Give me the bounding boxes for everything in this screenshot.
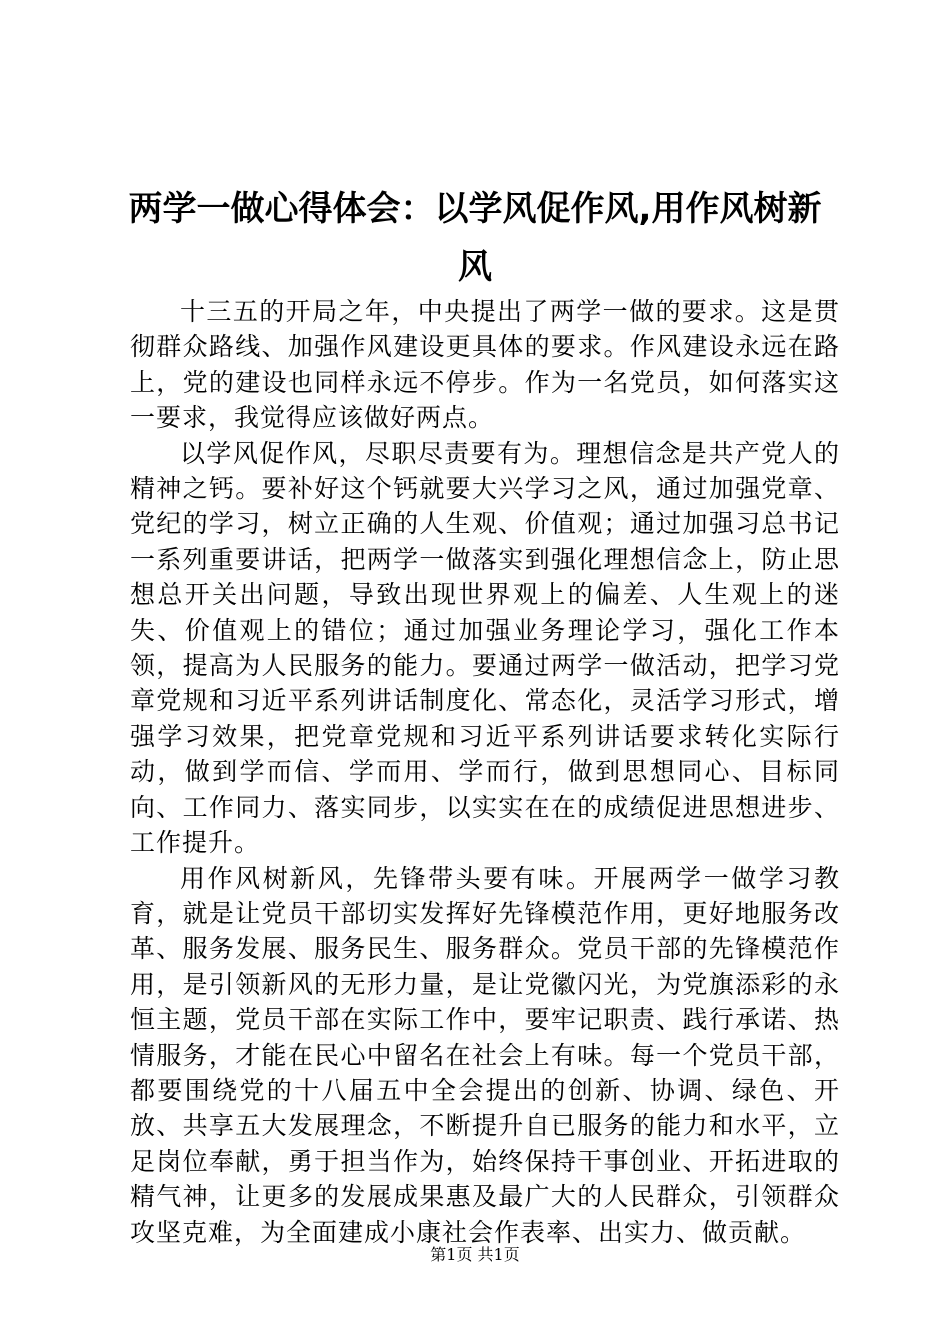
document-body [130, 294, 840, 1250]
paragraph-work-style: 用作风树新风，先锋带头要有味。开展两学一做学习教育，就是让党员干部切实发挥好先锋模范作用，更好地服务改革、服务发展、服务民生、服务群众。党员干部的先锋模范作用，是引领新风的无形力量，是让党徽闪光，为党旗添彩的永恒主题，党员干部在实际工作中，要牢记职责、践行承诺、热情服务，才能在民心中留名在社会上有味。每一个党员干部，都要围绕党的十八届五中全会提出的创新、协调、绿色、开放、共享五大发展理念，不断提升自已服务的能力和水平，立足岗位奉献，勇于担当作为，始终保持干事创业、开拓进取的精气神，让更多的发展成果惠及最广大的人民群众，引领群众攻坚克难，为全面建成小康社会作表率、出实力、做贡献。 [130, 863, 840, 1247]
document-title: 两学一做心得体会：以学风促作风,用作风树新风 [128, 189, 822, 287]
paragraph-intro: 十三五的开局之年，中央提出了两学一做的要求。这是贯彻群众路线、加强作风建设更具体的要求。作风建设永远在路上，党的建设也同样永远不停步。作为一名党员，如何落实这一要求，我觉得应该做好两点。 [130, 297, 840, 433]
paragraph-study-style: 以学风促作风，尽职尽责要有为。理想信念是共产党人的精神之钙。要补好这个钙就要大兴学习之风，通过加强党章、党纪的学习，树立正确的人生观、价值观；通过加强习总书记一系列重要讲话，把两学一做落实到强化理想信念上，防止思想总开关出问题，导致出现世界观上的偏差、人生观上的迷失、价值观上的错位；通过加强业务理论学习，强化工作本领，提高为人民服务的能力。要通过两学一做活动，把学习党章党规和习近平系列讲话制度化、常态化，灵活学习形式，增强学习效果，把党章党规和习近平系列讲话要求转化实际行动，做到学而信、学而用、学而行，做到思想同心、目标同向、工作同力、落实同步，以实实在在的成绩促进思想进步、工作提升。 [130, 438, 840, 858]
page-footer: 第1页 共1页 [430, 1245, 520, 1264]
